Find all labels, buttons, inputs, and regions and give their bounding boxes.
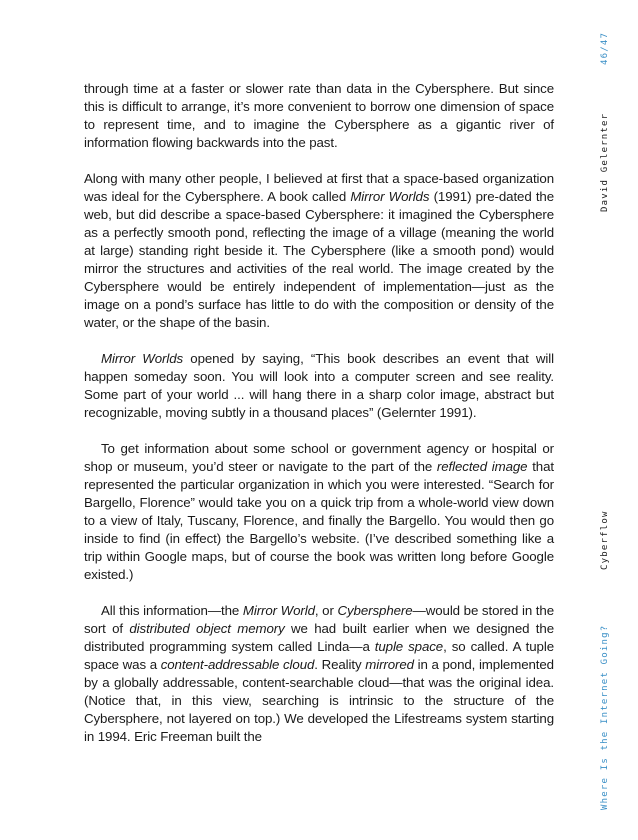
text-run: through time at a faster or slower rate than data in the Cybersphere. But since this is difficult to arrange, it’s more convenient to borrow one dimension of space to represent time, and to imagine the Cybersphere as a gigantic river of information flowing backwards into the past. (84, 81, 554, 150)
text-run: (1991) pre-dated the web, but did describe a space-based Cybersphere: it imagined the Cybersphere as a perfectly smooth pond, reflecting the image of a village (meaning the world at large) standing right beside it. The Cybersphere (like a smooth pond) would mirror the structures and activities of the real world. The image created by the Cybersphere would be entirely independent of implementation—just as the image on a pond’s surface has little to do with the composition or density of the water, or the shape of the basin. (84, 189, 555, 330)
italic-text: Mirror Worlds (350, 189, 430, 204)
book-title: Where Is the Internet Going? (600, 624, 610, 810)
text-run: To get information about some school or government agency or hospital or shop or museum, you’d steer or navigate to the part of the (84, 441, 554, 474)
text-run: opened by saying, “This book describes an event that will happen someday soon. You will look into a computer screen and see reality. Some part of your world ... will hang there in a sharp color image, abstract but recognizable, moving subtly in a thousand places” (Gelernter 1991). (84, 351, 554, 420)
paragraph-1 (84, 80, 554, 152)
text-run: —would be stored in the sort of (84, 603, 554, 636)
text-run: we had built earlier when we designed the distributed programming system called Linda—a (84, 621, 554, 654)
paragraph-3 (84, 350, 554, 422)
author-name: David Gelernter (600, 112, 610, 212)
text-run: . Reality (314, 657, 366, 672)
paragraph-4 (84, 440, 554, 584)
italic-text: tuple space (374, 639, 444, 654)
paragraph-2 (84, 170, 554, 332)
page-number: 46/47 (600, 32, 610, 66)
italic-text: reflected image (436, 459, 528, 474)
italic-text: Mirror World (242, 603, 315, 618)
italic-text: Cybersphere (337, 603, 413, 618)
paragraph-5 (84, 602, 554, 746)
italic-text: Mirror Worlds (101, 351, 184, 366)
text-run: All this information—the (101, 603, 243, 618)
text-run: Along with many other people, I believed at first that a space-based organization was ideal for the Cybersphere. A book called (84, 171, 554, 204)
text-run: , so called. A tuple space was a (84, 639, 554, 672)
chapter-title: Cyberflow (600, 510, 610, 570)
italic-text: mirrored (365, 657, 414, 672)
text-run: that represented the particular organization in which you were interested. “Search for Bargello, Florence” would take you on a quick trip from a whole-world view down to a view of Italy, Tuscany, Florence, and finally the Bargello. You would then go inside to find (in effect) the Bargello’s website. (I’ve described something like a trip within Google maps, but of course the book was written long before Google existed.) (84, 459, 554, 582)
body-text (84, 80, 554, 764)
italic-text: distributed object memory (129, 621, 285, 636)
text-run: in a pond, implemented by a globally addressable, content-searchable cloud—that was the original idea. (Notice that, in this view, searching is intrinsic to the structure of the Cybersphere, not layered on top.) We developed the Lifestreams system starting in 1994. Eric Freeman built the (84, 657, 554, 744)
italic-text: content-addressable cloud (160, 657, 315, 672)
text-run: , or (314, 603, 338, 618)
